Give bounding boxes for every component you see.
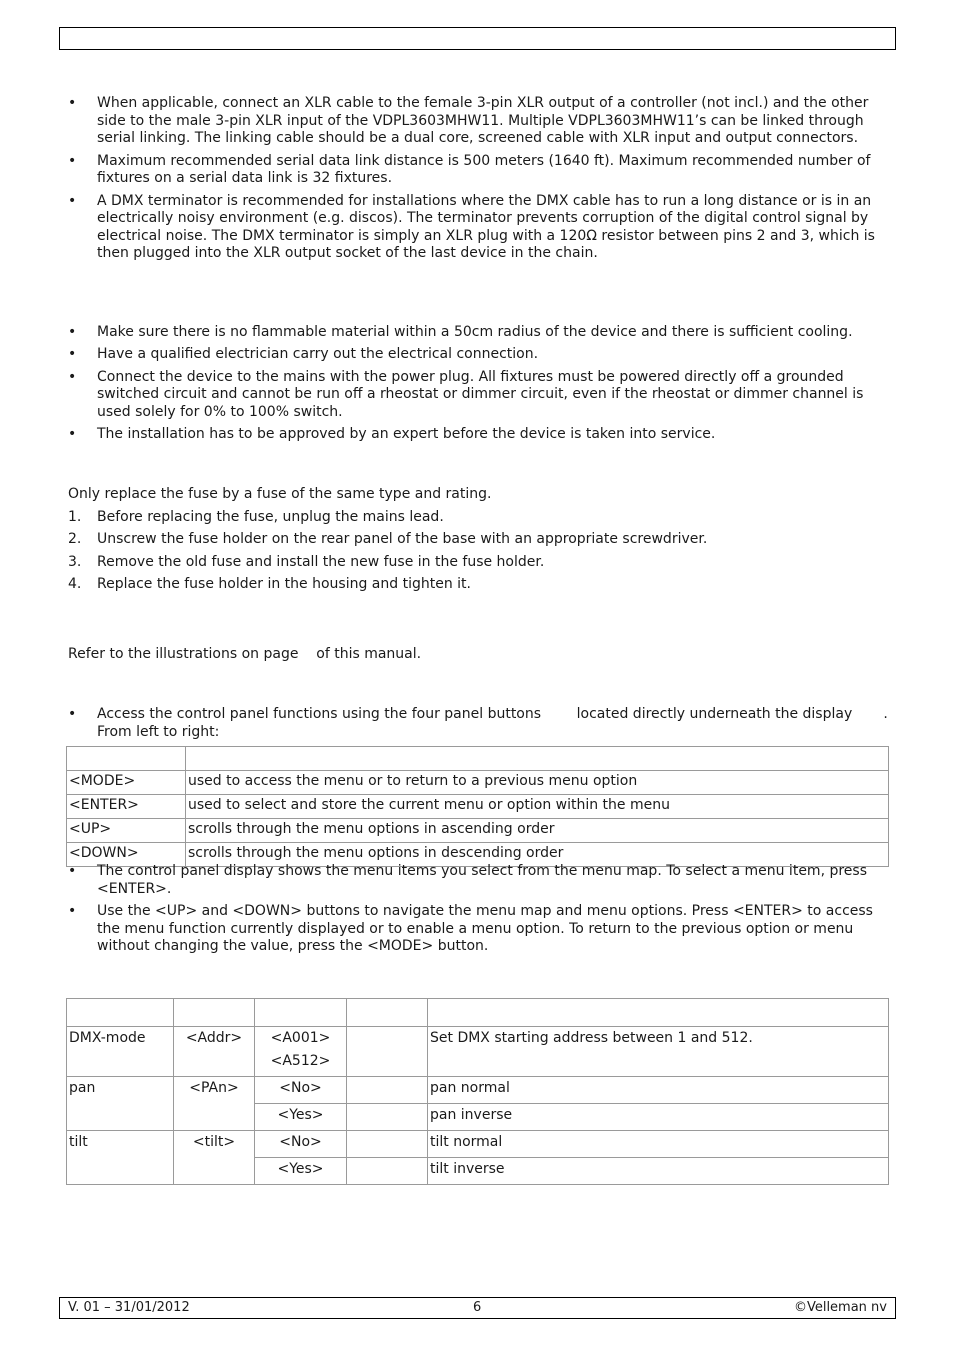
- table-header-row: [67, 747, 889, 771]
- menu-code: <tilt>: [174, 1131, 255, 1185]
- button-key: <DOWN>: [67, 843, 186, 867]
- list-item: [68, 193, 888, 263]
- fuse-steps: [68, 509, 888, 599]
- menu-value: <Yes>: [255, 1158, 347, 1185]
- panel-bullet-list: [68, 706, 893, 746]
- list-item: 4. Replace the fuse holder in the housing and tighten it.: [68, 576, 471, 593]
- menu-table: [66, 998, 889, 1185]
- list-item: [68, 346, 888, 364]
- menu-name: tilt: [67, 1131, 174, 1185]
- bullet-icon: •: [68, 902, 77, 919]
- button-key: <UP>: [67, 819, 186, 843]
- buttons-table: [66, 746, 889, 867]
- bullet-icon: •: [68, 706, 77, 722]
- list-item: [68, 706, 893, 741]
- fuse-step-text: Replace the fuse holder in the housing and tighten it.: [97, 576, 471, 593]
- button-key: <ENTER>: [67, 795, 186, 819]
- footer: [59, 1297, 896, 1319]
- panel-bullet-text: Access the control panel functions using the four panel buttons located directly underneath the display . From left to right:: [97, 706, 893, 740]
- button-desc: used to access the menu or to return to a previous menu option: [186, 771, 889, 795]
- menu-value: <No>: [255, 1077, 347, 1104]
- menu-name: pan: [67, 1077, 174, 1131]
- list-item: [68, 95, 888, 148]
- menu-value: <A001> <A512>: [255, 1027, 347, 1077]
- fuse-step-text: Remove the old fuse and install the new fuse in the fuse holder.: [97, 553, 545, 570]
- table-row: [67, 771, 889, 795]
- list-item: [68, 369, 888, 422]
- table-row: [67, 1131, 889, 1158]
- bullet-icon: •: [68, 324, 77, 340]
- footer-copyright: ©Velleman nv: [793, 1300, 887, 1315]
- install-bullet-text: Make sure there is no flammable material within a 50cm radius of the device and there is sufficient cooling.: [97, 324, 853, 340]
- menu-desc: Set DMX starting address between 1 and 512.: [428, 1027, 889, 1077]
- bullet-icon: •: [68, 95, 77, 111]
- menu-desc: tilt normal: [428, 1131, 889, 1158]
- table-row: [67, 1027, 889, 1077]
- list-item: [68, 863, 888, 898]
- table-header-row: [67, 999, 889, 1027]
- table-row: [67, 1077, 889, 1104]
- fuse-step-text: Before replacing the fuse, unplug the mains lead.: [97, 509, 444, 525]
- list-item: 1. Before replacing the fuse, unplug the mains lead.: [68, 509, 444, 525]
- table-row: [67, 795, 889, 819]
- install-bullet-text: Have a qualified electrician carry out the electrical connection.: [97, 346, 539, 363]
- menu-bullet-text: The control panel display shows the menu items you select from the menu map. To select a menu item, press <ENTER>.: [97, 863, 867, 897]
- bullet-icon: •: [68, 426, 77, 443]
- menu-value: <No>: [255, 1131, 347, 1158]
- dmx-bullet-text: A DMX terminator is recommended for installations where the DMX cable has to run a long distance or is in an electrically noisy environment (e.g. discos). The terminator prevents corruption of the digital control signal by electrical noise. The DMX terminator is simply an XLR plug with a 120Ω resistor between pins 2 and 3, which is then plugged into the XLR output socket of the last device in the chain.: [97, 192, 875, 262]
- menu-code: <Addr>: [174, 1027, 255, 1077]
- menu-desc: pan normal: [428, 1077, 889, 1104]
- bullet-icon: •: [68, 863, 77, 879]
- button-desc: used to select and store the current menu or option within the menu: [186, 795, 889, 819]
- refer-text: Refer to the illustrations on page of this manual.: [68, 646, 422, 662]
- install-bullet-text: Connect the device to the mains with the power plug. All fixtures must be powered directly off a grounded switched circuit and cannot be run off a rheostat or dimmer circuit, even if the rheostat or dimmer channel is used solely for 0% to 100% switch.: [97, 368, 864, 420]
- button-desc: scrolls through the menu options in descending order: [186, 843, 889, 867]
- menu-desc: pan inverse: [428, 1104, 889, 1131]
- menu-name: DMX-mode: [67, 1027, 174, 1077]
- menu-bullet-list: [68, 863, 888, 961]
- button-desc: scrolls through the menu options in ascending order: [186, 819, 889, 843]
- button-key: <MODE>: [67, 771, 186, 795]
- menu-bullet-text: Use the <UP> and <DOWN> buttons to navigate the menu map and menu options. Press <ENTER> to access the menu function currently displayed or to enable a menu option. To return to the previous option or menu without changing the value, press the <MODE> button.: [97, 902, 873, 955]
- fuse-step-text: Unscrew the fuse holder on the rear panel of the base with an appropriate screwdriver.: [97, 531, 708, 548]
- list-item: [68, 324, 888, 342]
- list-item: 2. Unscrew the fuse holder on the rear panel of the base with an appropriate screwdriver.: [68, 531, 708, 548]
- dmx-bullet-list: [68, 95, 888, 268]
- list-item: [68, 153, 888, 188]
- menu-value: <Yes>: [255, 1104, 347, 1131]
- dmx-bullet-text: When applicable, connect an XLR cable to the female 3-pin XLR output of a controller (not incl.) and the other side to the male 3-pin XLR input of the VDPL3603MHW11. Multiple VDPL3603MHW11’s can be linked through serial linking. The linking cable should be a dual core, screened cable with XLR input and output connectors.: [97, 95, 869, 147]
- table-row: [67, 819, 889, 843]
- fuse-intro: Only replace the fuse by a fuse of the same type and rating.: [68, 486, 492, 502]
- list-item: 3. Remove the old fuse and install the new fuse in the fuse holder.: [68, 553, 545, 570]
- dmx-bullet-text: Maximum recommended serial data link distance is 500 meters (1640 ft). Maximum recommended number of fixtures on a serial data link is 32 fixtures.: [97, 152, 871, 187]
- bullet-icon: •: [68, 346, 77, 363]
- list-item: [68, 426, 888, 444]
- bullet-icon: •: [68, 368, 77, 385]
- install-bullet-text: The installation has to be approved by an expert before the device is taken into service.: [97, 426, 716, 443]
- footer-version: V. 01 – 31/01/2012: [68, 1300, 190, 1315]
- header-box: [59, 27, 896, 50]
- install-bullet-list: [68, 324, 888, 449]
- list-item: [68, 903, 888, 956]
- bullet-icon: •: [68, 192, 77, 209]
- bullet-icon: •: [68, 152, 77, 169]
- menu-desc: tilt inverse: [428, 1158, 889, 1185]
- footer-page-number: 6: [473, 1300, 482, 1315]
- menu-code: <PAn>: [174, 1077, 255, 1131]
